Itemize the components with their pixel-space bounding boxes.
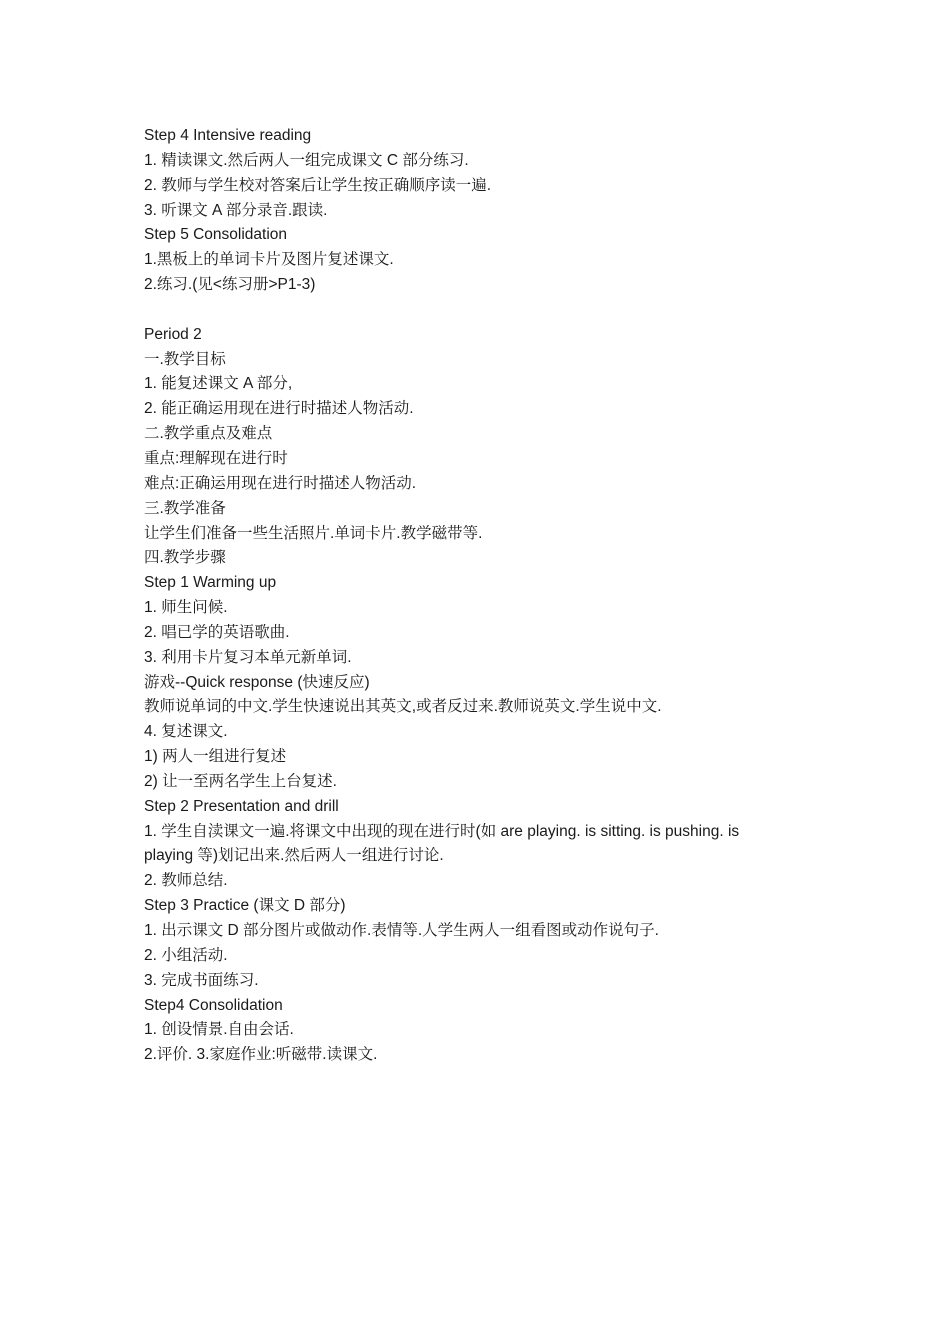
text-line: 教师说单词的中文.学生快速说出其英文,或者反过来.教师说英文.学生说中文. [144,698,662,716]
text-line: Step 4 Intensive reading [144,127,312,144]
text-line: 让学生们准备一些生活照片.单词卡片.教学磁带等. [144,524,483,542]
text-line: 2.练习.(见<练习册>P1-3) [144,276,316,294]
text-line: 1. 精读课文.然后两人一组完成课文 C 部分练习. [144,151,469,169]
text-line: 游戏--Quick response (快速反应) [144,673,370,691]
text-line: 一.教学目标 [144,350,226,368]
text-line: 2) 让一至两名学生上台复述. [144,772,337,790]
text-line: 3. 听课文 A 部分录音.跟读. [144,201,328,219]
text-line: 2.评价. 3.家庭作业:听磁带.读课文. [144,1046,378,1064]
text-line: 1. 创设情景.自由会话. [144,1021,294,1039]
text-line: 重点:理解现在进行时 [144,449,288,467]
text-line: 1. 师生问候. [144,599,228,617]
text-line: 2. 教师与学生校对答案后让学生按正确顺序读一遍. [144,176,492,194]
text-line: Step 1 Warming up [144,574,277,592]
blank-line [144,298,816,323]
text-line: Step 2 Presentation and drill [144,797,339,815]
text-line: Period 2 [144,325,202,343]
text-line: 1. 能复述课文 A 部分, [144,375,293,393]
text-line: 2. 能正确运用现在进行时描述人物活动. [144,400,414,418]
text-line: 三.教学准备 [144,499,226,517]
text-line: Step4 Consolidation [144,996,283,1014]
text-line: 1.黑板上的单词卡片及图片复述课文. [144,251,394,269]
text-line: 1) 两人一组进行复述 [144,748,287,766]
text-line: 难点:正确运用现在进行时描述人物活动. [144,474,417,492]
text-line: 3. 利用卡片复习本单元新单词. [144,648,352,666]
text-line: 3. 完成书面练习. [144,971,259,989]
text-line: playing 等)划记出来.然后两人一组进行讨论. [144,847,444,865]
text-line: 2. 唱已学的英语歌曲. [144,623,290,641]
document-body [144,124,816,1068]
text-line: 二.教学重点及难点 [144,425,273,443]
text-line: 1. 学生自渎课文一遍.将课文中出现的现在进行时(如 are playing. is sitting. is pushing. is [144,822,740,840]
text-line: 4. 复述课文. [144,723,228,741]
text-line: 2. 小组活动. [144,946,228,964]
text-line: Step 5 Consolidation [144,226,288,244]
text-line: 四.教学步骤 [144,549,226,567]
text-line: 2. 教师总结. [144,872,228,890]
text-line: 1. 出示课文 D 部分图片或做动作.表情等.人学生两人一组看图或动作说句子. [144,922,659,939]
text-line: Step 3 Practice (课文 D 部分) [144,897,346,915]
